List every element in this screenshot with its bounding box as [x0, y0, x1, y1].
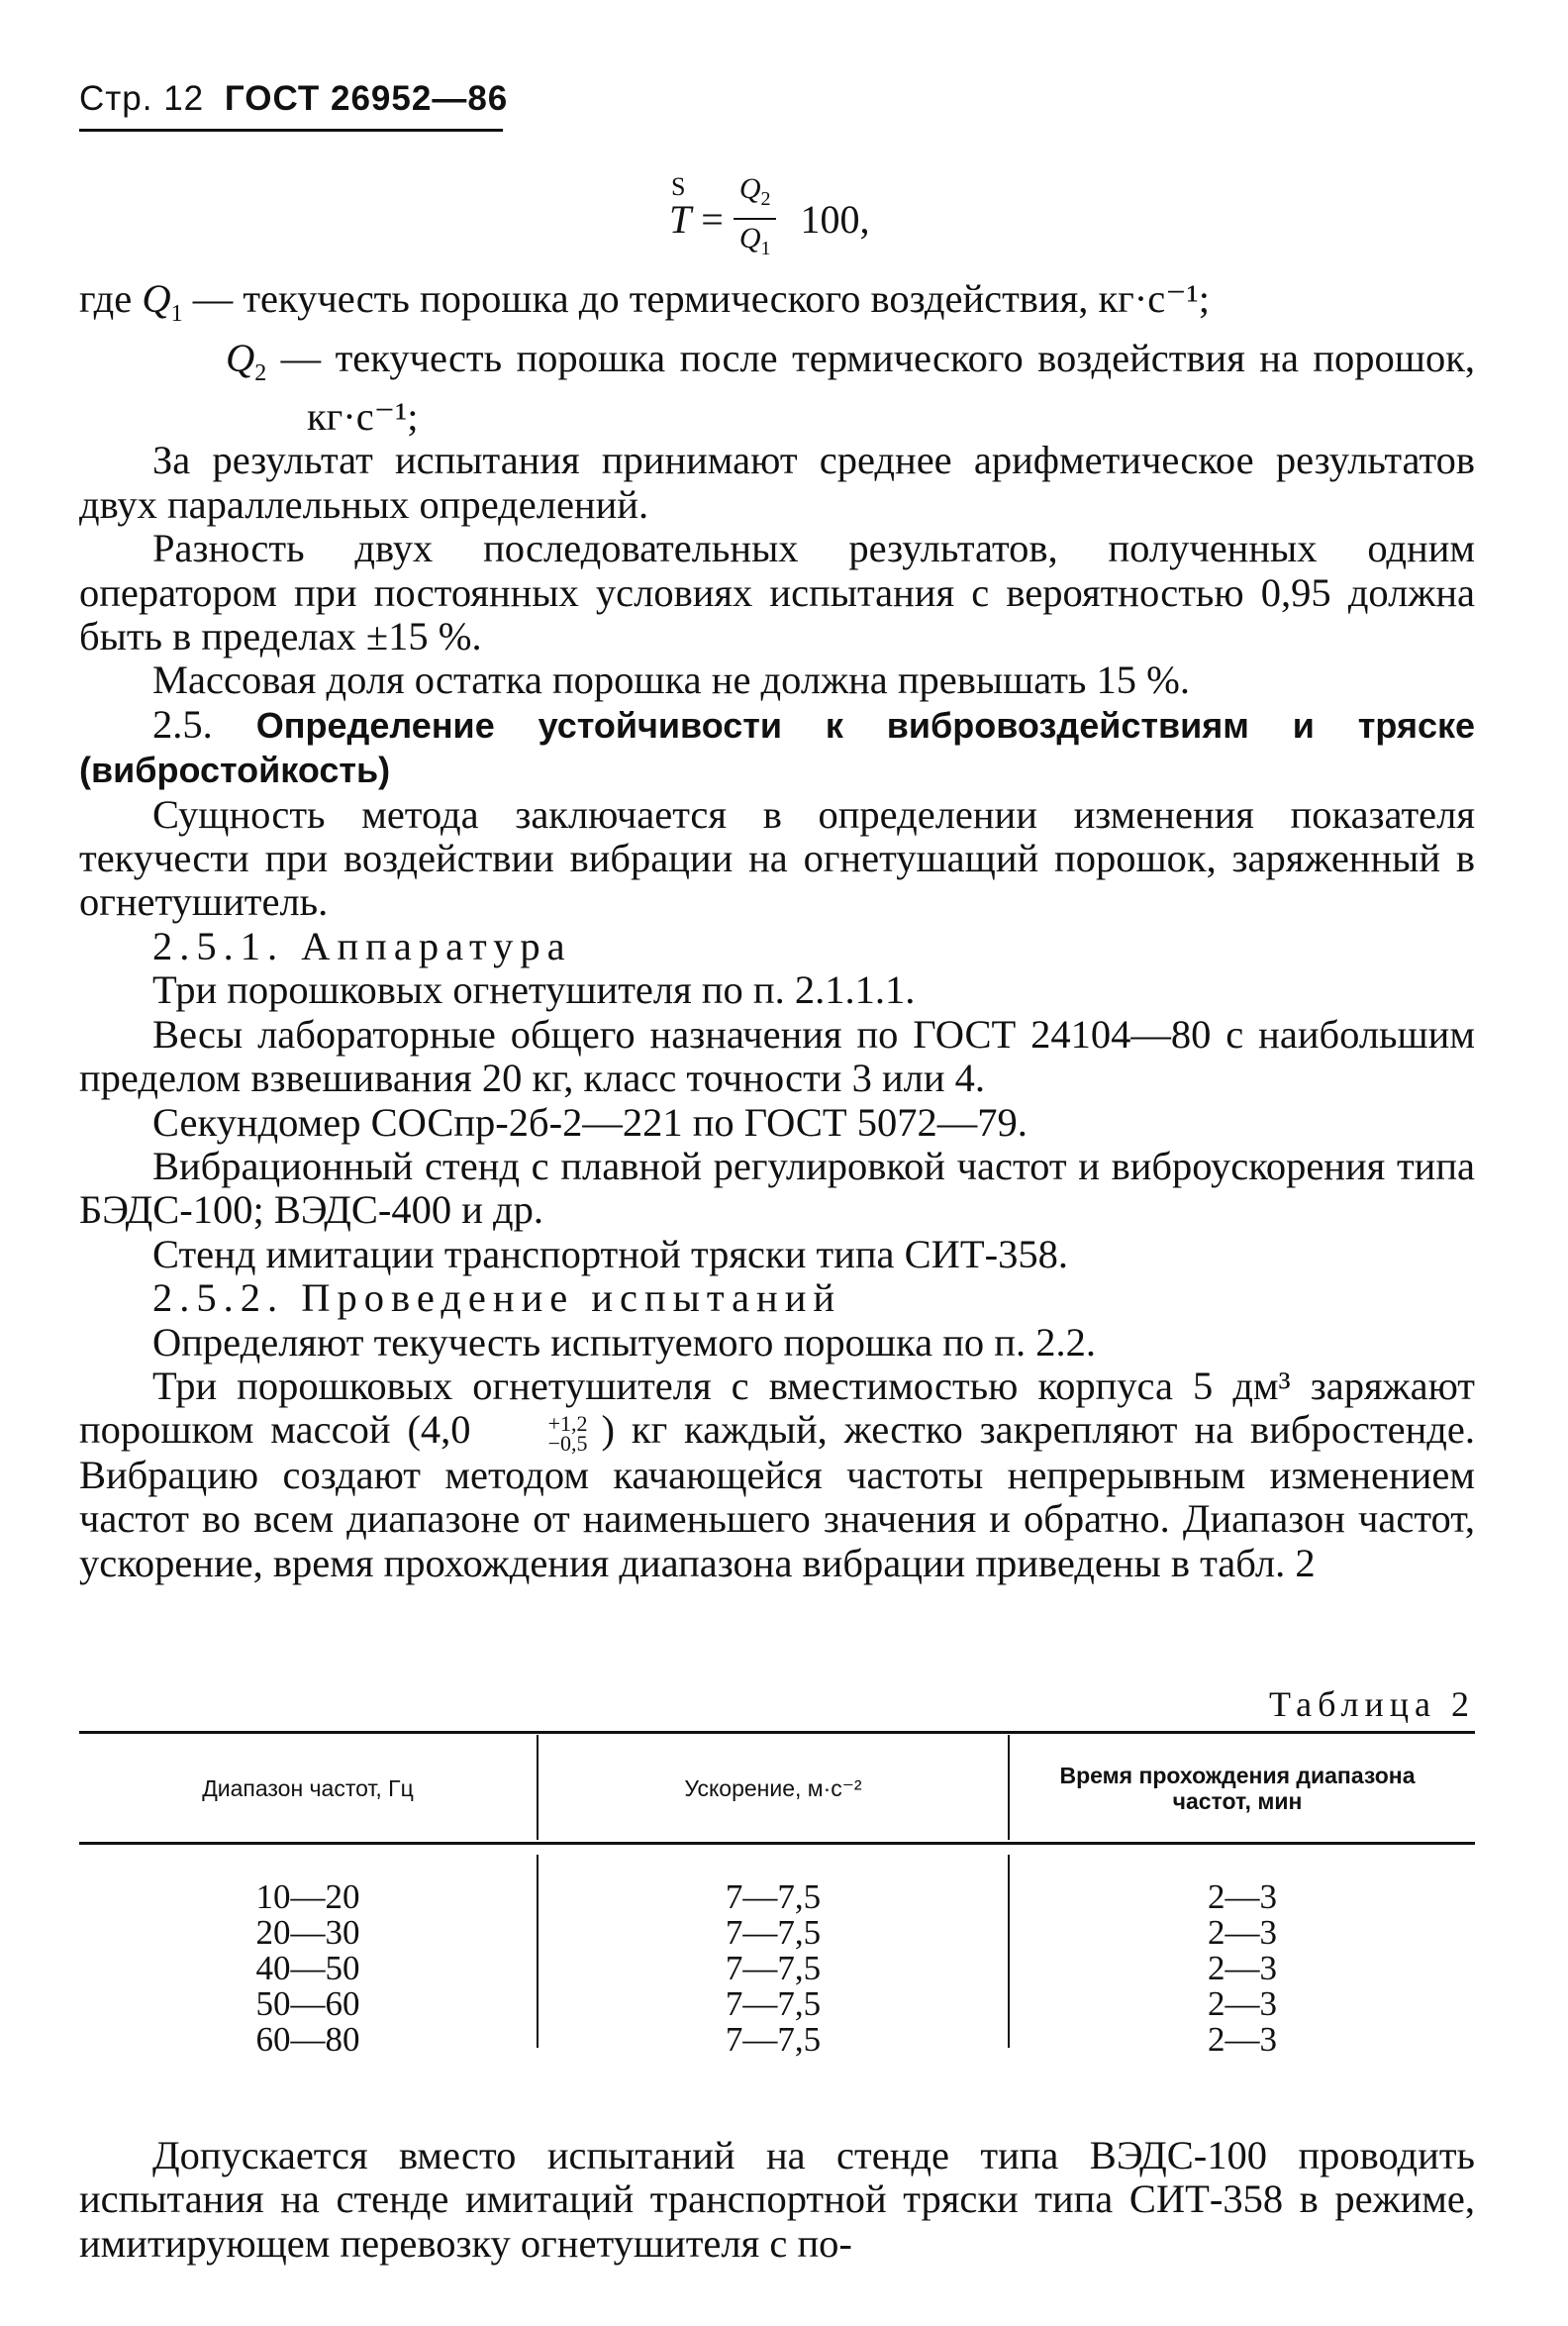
paragraph: Стенд имитации транспортной тряски типа СИТ-358.	[152, 1231, 1069, 1276]
table-cell: 7—7,5	[725, 2020, 822, 2059]
table-cell: 20—30	[255, 1913, 360, 1952]
where-q1: где $Q_1$ — текучесть порошка до термического воздействия, кг·с⁻¹;	[79, 276, 1210, 328]
running-header	[79, 79, 508, 119]
formula-lhs	[669, 171, 692, 243]
table-cell: 2—3	[1208, 1949, 1277, 1987]
where-q2: $Q_2$ — текучесть порошка после термического воздействия на порошок, кг·с⁻¹;	[226, 335, 1475, 439]
table-cell: 60—80	[255, 2020, 360, 2059]
formula-fraction	[734, 170, 777, 267]
formula-lhs-symbol: T	[669, 196, 692, 242]
table-cell: 50—60	[255, 1984, 360, 2023]
standard-designation: ГОСТ 26952—86	[224, 79, 509, 118]
table-cell: 7—7,5	[725, 1949, 822, 1987]
paragraph: Определяют текучесть испытуемого порошка по п. 2.2.	[152, 1319, 1096, 1365]
paragraph: Весы лабораторные общего назначения по ГОСТ 24104—80 с наибольшим пределом взвешивания 20 кг, класс точности 3 или 4.	[79, 1011, 1475, 1101]
table-cell: 7—7,5	[725, 1984, 822, 2023]
paragraph: Три порошковых огнетушителя по п. 2.1.1.1.	[152, 967, 916, 1013]
table-header-time: Время прохождения диапазона частот, мин	[1059, 1763, 1416, 1814]
table-cell: 10—20	[255, 1877, 360, 1916]
table-cell: 2—3	[1208, 1984, 1277, 2023]
table-cell: 2—3	[1208, 1877, 1277, 1916]
table-cell: 40—50	[255, 1949, 360, 1987]
table-divider	[1008, 1735, 1010, 1840]
paragraph: Разность двух последовательных результатов, полученных одним оператором при постоянных условиях испытания с вероятностью 0,95 должна быть в пределах ±15 %.	[79, 526, 1475, 659]
table-cell: 2—3	[1208, 2020, 1277, 2059]
table-cell: 7—7,5	[725, 1877, 822, 1916]
paragraph: Вибрационный стенд с плавной регулировкой частот и виброускорения типа БЭДС-100; ВЭДС-400 и др.	[79, 1143, 1475, 1233]
page-number: Стр. 12	[79, 79, 205, 118]
table-caption: Таблица 2	[1269, 1684, 1475, 1724]
table-cell: 7—7,5	[725, 1913, 822, 1952]
formula-lhs-script: S	[671, 171, 686, 201]
formula-coefficient: 100,	[800, 196, 870, 242]
footer-paragraph	[79, 2134, 1475, 2266]
header-rule	[79, 129, 503, 132]
paragraph: Сущность метода заключается в определении изменения показателя текучести при воздействии вибрации на огнетушащий порошок, заряженный в огнетушитель.	[79, 791, 1475, 925]
table-cell: 2—3	[1208, 1913, 1277, 1952]
body-text	[79, 277, 1475, 1585]
paragraph: Секундомер СОСпр-2б-2—221 по ГОСТ 5072—79.	[152, 1099, 1028, 1145]
paragraph: Допускается вместо испытаний на стенде типа ВЭДС-100 проводить испытания на стенде имитаций транспортной тряски типа СИТ-358 в режиме, имитирующем перевозку огнетушителя с по-	[79, 2133, 1475, 2266]
table-header-frequency: Диапазон частот, Гц	[202, 1775, 414, 1801]
table-column-acceleration	[539, 1879, 1008, 2058]
table-rule-header	[79, 1842, 1475, 1845]
paragraph-with-tolerance: Три порошковых огнетушителя с вместимостью корпуса 5 дм³ заряжают порошком массой (4,0 +1,2 −0,5 ) кг каждый, жестко закрепляют на вибростенде. Вибрацию создают методом качающейся частоты непрерывным изменением частот во всем диапазоне от наименьшего значения и обратно. Диапазон частот, ускорение, время прохождения диапазона вибрации приведены в табл. 2	[79, 1363, 1475, 1585]
table-column-time	[1010, 1879, 1475, 2058]
table-rule-top	[79, 1731, 1475, 1734]
formula-numerator: $Q_2$	[734, 170, 777, 220]
paragraph: За результат испытания принимают среднее арифметическое результатов двух параллельных определений.	[79, 438, 1475, 527]
section-heading-2-5: 2.5. Определение устойчивости к вибровоздействиям и тряске (вибростойкость)	[79, 701, 1476, 791]
subheading-2-5-1: 2.5.1. Аппаратура	[152, 923, 572, 968]
formula: S T = $\frac{Q_2}{Q_1}$ 100,	[669, 174, 869, 263]
table-header-acceleration: Ускорение, м·с⁻²	[684, 1775, 862, 1801]
paragraph: Массовая доля остатка порошка не должна превышать 15 %.	[152, 657, 1190, 703]
formula-denominator: $Q_1$	[738, 222, 771, 259]
subheading-2-5-2: 2.5.2. Проведение испытаний	[152, 1275, 842, 1321]
table-column-frequency	[79, 1879, 537, 2058]
